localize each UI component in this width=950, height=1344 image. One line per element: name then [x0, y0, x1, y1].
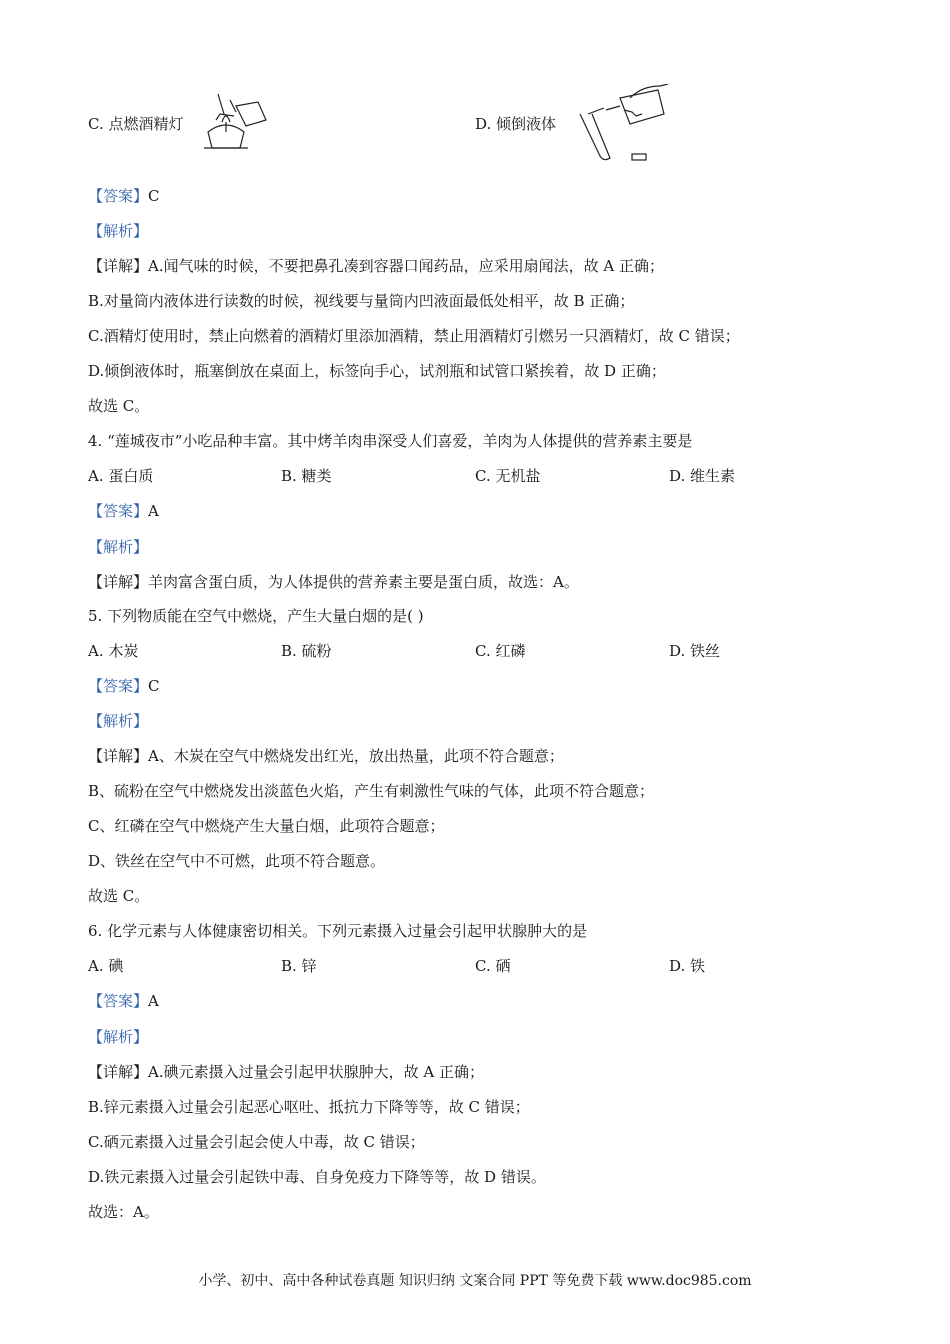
q4-option-c: C. 无机盐: [475, 467, 541, 485]
q6-detail-line: 【详解】A.碘元素摄入过量会引起甲状腺肿大，故 A 正确；: [88, 1063, 484, 1081]
q3-detail-line: C.酒精灯使用时，禁止向燃着的酒精灯里添加酒精，禁止用酒精灯引燃另一只酒精灯，故 C 错误；: [88, 327, 740, 345]
q6-option-b: B. 锌: [281, 957, 317, 975]
q3-detail-line: B.对量筒内液体进行读数的时候，视线要与量筒内凹液面最低处相平，故 B 正确；: [88, 292, 635, 310]
q5-stem: 5. 下列物质能在空气中燃烧，产生大量白烟的是( ): [88, 607, 424, 625]
q5-option-d: D. 铁丝: [669, 642, 721, 660]
q6-stem: 6. 化学元素与人体健康密切相关。下列元素摄入过量会引起甲状腺肿大的是: [88, 922, 588, 940]
q5-analysis-label: 【解析】: [88, 712, 149, 730]
q5-option-c: C. 红磷: [475, 642, 526, 660]
q4-analysis-label: 【解析】: [88, 538, 149, 556]
q6-option-c: C. 硒: [475, 957, 511, 975]
q5-detail-line: 【详解】A、木炭在空气中燃烧发出红光，放出热量，此项不符合题意；: [88, 747, 564, 765]
q6-answer: 【答案】A: [88, 992, 159, 1010]
page-footer: 小学、初中、高中各种试卷真题 知识归纳 文案合同 PPT 等免费下载 www.doc985.com: [198, 1273, 752, 1289]
q5-option-a: A. 木炭: [88, 642, 139, 660]
q4-option-d: D. 维生素: [669, 467, 736, 485]
q5-detail-line: D、铁丝在空气中不可燃，此项不符合题意。: [88, 852, 386, 870]
q3-conclusion: 故选 C。: [88, 397, 150, 415]
q4-stem: 4. “莲城夜市”小吃品种丰富。其中烤羊肉串深受人们喜爱，羊肉为人体提供的营养素主要是: [88, 432, 693, 450]
q3-answer: 【答案】C: [88, 187, 160, 205]
q6-analysis-label: 【解析】: [88, 1028, 149, 1046]
q4-answer: 【答案】A: [88, 502, 159, 520]
q6-option-a: A. 碘: [88, 957, 124, 975]
q5-answer: 【答案】C: [88, 677, 160, 695]
q6-detail-line: C.硒元素摄入过量会引起会使人中毒，故 C 错误；: [88, 1133, 425, 1151]
q5-detail-line: C、红磷在空气中燃烧产生大量白烟，此项符合题意；: [88, 817, 445, 835]
q6-detail-line: B.锌元素摄入过量会引起恶心呕吐、抵抗力下降等等，故 C 错误；: [88, 1098, 530, 1116]
q3-analysis-label: 【解析】: [88, 222, 149, 240]
q6-option-d: D. 铁: [669, 957, 706, 975]
q4-option-a: A. 蛋白质: [88, 467, 154, 485]
q6-conclusion: 故选：A。: [88, 1203, 159, 1221]
option-c-light-lamp: C. 点燃酒精灯: [88, 115, 184, 133]
q5-detail-line: B、硫粉在空气中燃烧发出淡蓝色火焰，产生有刺激性气味的气体，此项不符合题意；: [88, 782, 655, 800]
q3-detail-line: 【详解】A.闻气味的时候，不要把鼻孔凑到容器口闻药品，应采用扇闻法，故 A 正确；: [88, 257, 664, 275]
q5-option-b: B. 硫粉: [281, 642, 332, 660]
q5-conclusion: 故选 C。: [88, 887, 150, 905]
q3-detail-line: D.倾倒液体时，瓶塞倒放在桌面上，标签向手心，试剂瓶和试管口紧挨着，故 D 正确；: [88, 362, 666, 380]
q4-detail: 【详解】羊肉富含蛋白质，为人体提供的营养素主要是蛋白质，故选：A。: [88, 573, 579, 591]
option-d-pour-liquid: D. 倾倒液体: [475, 115, 557, 133]
q6-detail-line: D.铁元素摄入过量会引起铁中毒、自身免疫力下降等等，故 D 错误。: [88, 1168, 546, 1186]
pour-liquid-figure: [570, 84, 670, 166]
q4-option-b: B. 糖类: [281, 467, 332, 485]
alcohol-lamp-figure: [196, 92, 272, 154]
